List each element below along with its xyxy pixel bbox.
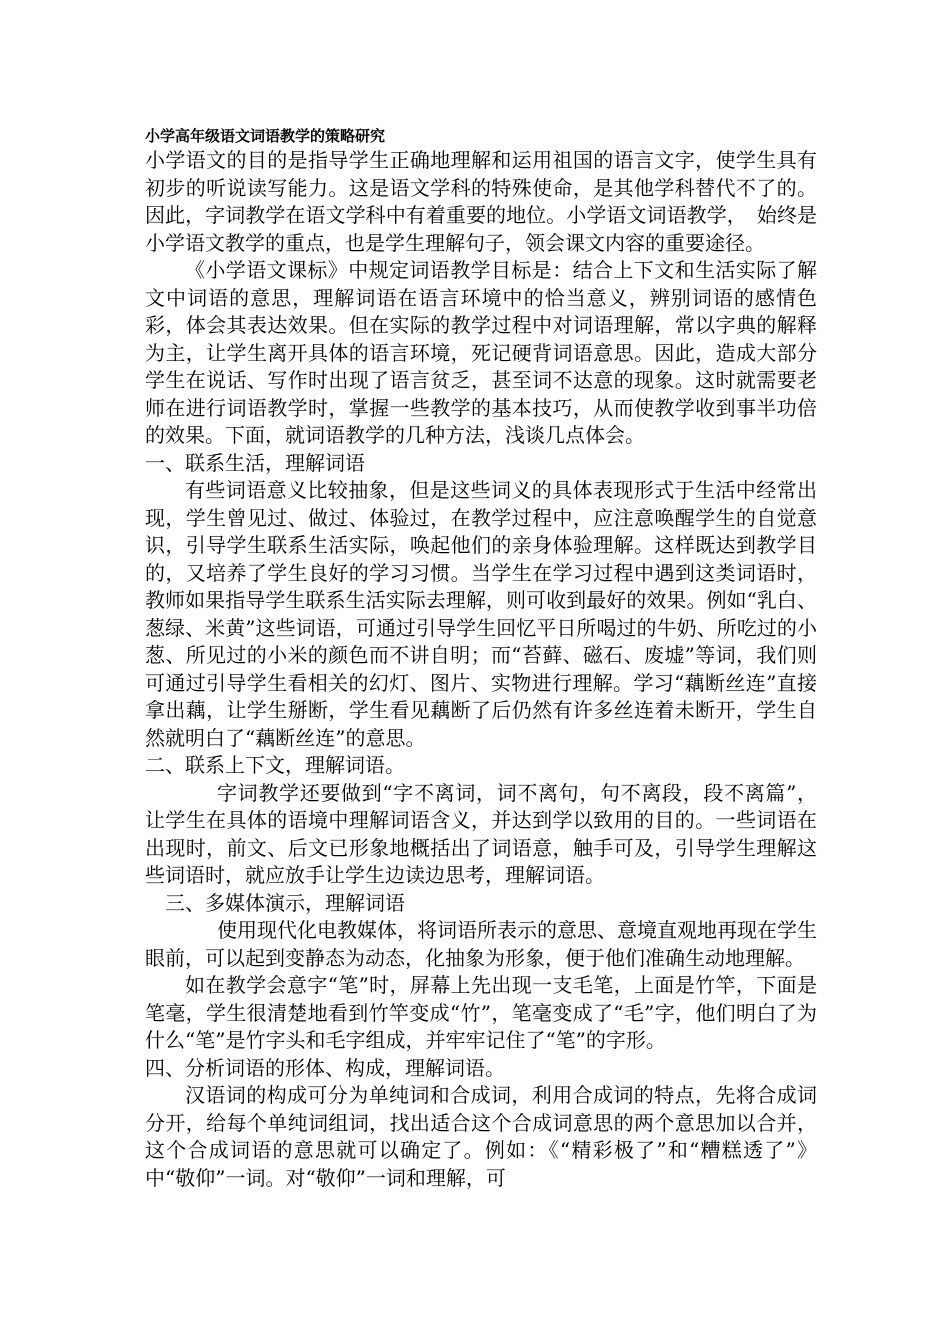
section-heading-1: 一、联系生活，理解词语 <box>145 450 365 475</box>
document-body <box>145 125 817 1192</box>
paragraph-section-3: 使用现代化电教媒体，将词语所表示的意思、意境直观地再现在学生眼前，可以起到变静态为动态，化抽象为形象，便于他们准确生动地理解。 <box>145 918 817 970</box>
section-heading-4: 四、分析词语的形体、构成，理解词语。 <box>145 1055 505 1080</box>
paragraph-section-4: 汉语词的构成可分为单纯词和合成词，利用合成词的特点，先将合成词分开，给每个单纯词组词，找出适合这个合成词意思的两个意思加以合并，这个合成词语的意思就可以确定了。例如：《“精彩极了”和“糟糕透了”》中“敬仰”一词。对“敬仰”一词和理解，可 <box>145 1083 817 1190</box>
paragraph-section-1: 有些词语意义比较抽象，但是这些词义的具体表现形式于生活中经常出现，学生曾见过、做过、体验过，在教学过程中，应注意唤醒学生的自觉意识，引导学生联系生活实际，唤起他们的亲身体验理解。这样既达到教学目的，又培养了学生良好的学习习惯。当学生在学习过程中遇到这类词语时，教师如果指导学生联系生活实际去理解，则可收到最好的效果。例如“乳白、葱绿、米黄”这些词语，可通过引导学生回忆平日所喝过的牛奶、所吃过的小葱、所见过的小米的颜色而不讲自明；而“苔藓、磁石、废墟”等词，我们则可通过引导学生看相关的幻灯、图片、实物进行理解。学习“藕断丝连”直接拿出藕，让学生掰断，学生看见藕断了后仍然有许多丝连着未断开，学生自然就明白了“藕断丝连”的意思。 <box>145 478 817 750</box>
document-title: 小学高年级语文词语教学的策略研究 <box>145 127 386 145</box>
paragraph-section-2: 字词教学还要做到“字不离词，词不离句，句不离段，段不离篇”，让学生在具体的语境中理解词语含义，并达到学以致用的目的。一些词语在出现时，前文、后文已形象地概括出了词语意，触手可及，引导学生理解这些词语时，就应放手让学生边读边思考，理解词语。 <box>145 780 817 887</box>
paragraph-intro: 小学语文的目的是指导学生正确地理解和运用祖国的语言文字，使学生具有初步的听说读写能力。这是语文学科的特殊使命，是其他学科替代不了的。因此，字词教学在语文学科中有着重要的地位。小学语文词语教学， 始终是小学语文教学的重点，也是学生理解句子，领会课文内容的重要途径。 <box>145 148 817 255</box>
section-heading-2: 二、联系上下文，理解词语。 <box>145 753 405 777</box>
section-heading-3: 三、多媒体演示，理解词语 <box>165 890 405 915</box>
paragraph-curriculum: 《小学语文课标》中规定词语教学目标是：结合上下文和生活实际了解文中词语的意思，理解词语在语言环境中的恰当意义，辨别词语的感情色彩，体会其表达效果。但在实际的教学过程中对词语理解，常以字典的解释为主，让学生离开具体的语言环境，死记硬背词语意思。因此，造成大部分学生在说话、写作时出现了语言贫乏，甚至词不达意的现象。这时就需要老师在进行词语教学时，掌握一些教学的基本技巧，从而使教学收到事半功倍的效果。下面，就词语教学的几种方法，浅谈几点体会。 <box>145 258 817 447</box>
paragraph-section-3-example: 如在教学会意字“笔”时，屏幕上先出现一支毛笔，上面是竹竿，下面是笔毫，学生很清楚地看到竹竿变成“竹”，笔毫变成了“毛”字，他们明白了为什么“笔”是竹字头和毛字组成，并牢牢记住了“笔”的字形。 <box>145 973 817 1052</box>
